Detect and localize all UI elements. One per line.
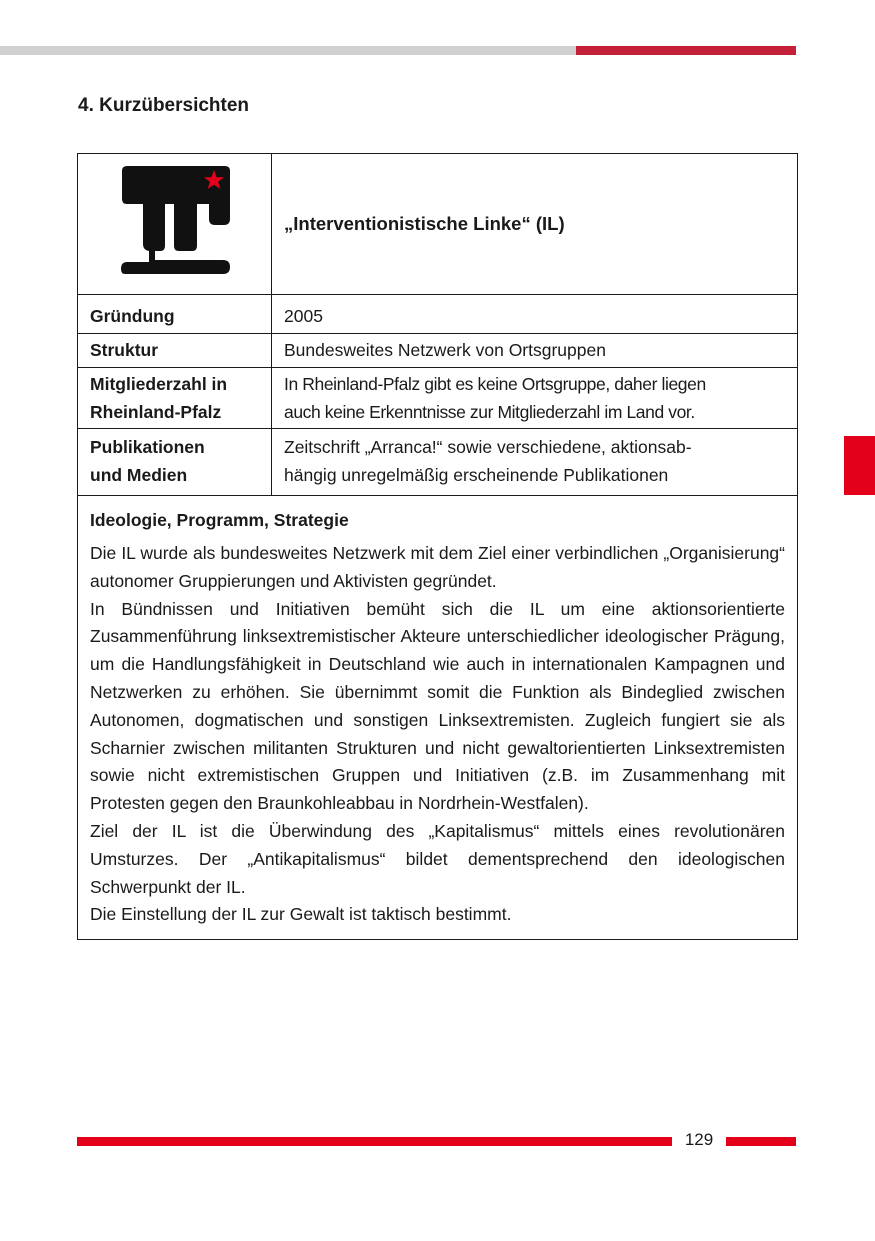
fact-value-publications (272, 429, 798, 496)
header-rule-red (576, 46, 796, 55)
il-logo-icon (119, 164, 231, 276)
fact-label-structure: Struktur (78, 334, 272, 368)
fact-value-structure: Bundesweites Netzwerk von Ortsgruppen (272, 334, 798, 368)
fact-value-members-line-2: auch keine Erkenntnisse zur Mitgliederzahl im Land vor. (284, 402, 695, 422)
header-rule-grey (0, 46, 576, 55)
ideology-paragraph-4: Die Einstellung der IL zur Gewalt ist taktisch bestimmt. (90, 904, 512, 925)
chapter-marker-tab (844, 436, 875, 495)
ideology-heading: Ideologie, Programm, Strategie (90, 510, 349, 530)
page-number: 129 (684, 1130, 714, 1149)
fact-label-members (78, 368, 272, 429)
organization-factsheet (77, 153, 798, 940)
fact-value-publications-line-1: Zeitschrift „Arranca!“ sowie verschiedene, aktionsab- (284, 437, 692, 457)
fact-label-members-line-2: Rheinland-Pfalz (90, 402, 222, 422)
logo-cell (78, 154, 272, 295)
fact-label-publications-line-2: und Medien (90, 465, 188, 485)
ideology-paragraph-1: Die IL wurde als bundesweites Netzwerk mit dem Ziel einer verbindlichen „Organisierung“ autonomer Gruppierungen und Aktivisten gegründet. (90, 543, 785, 591)
fact-label-publications-line-1: Publikationen (90, 437, 205, 457)
fact-value-publications-line-2: hängig unregelmäßig erscheinende Publikationen (284, 465, 669, 485)
footer-rule-right (726, 1137, 796, 1146)
ideology-section (78, 496, 798, 940)
organization-name: „Interventionistische Linke“ (IL) (272, 154, 798, 295)
ideology-paragraph-3: Ziel der IL ist die Überwindung des „Kapitalismus“ mittels eines revolutionären Umsturzes. Der „Antikapitalismus“ bildet dementsprechend den ideologischen Schwerpunkt der IL. (90, 820, 785, 897)
fact-row-publications (78, 429, 798, 496)
footer-rule-left (77, 1137, 672, 1146)
fact-row-members (78, 368, 798, 429)
fact-row-founding (78, 295, 798, 334)
section-title: 4. Kurzübersichten (78, 95, 250, 116)
fact-value-members-line-1: In Rheinland-Pfalz gibt es keine Ortsgruppe, daher liegen (284, 374, 706, 394)
fact-label-members-line-1: Mitgliederzahl in (90, 374, 228, 394)
ideology-paragraph-2: In Bündnissen und Initiativen bemüht sich die IL um eine aktionsorientierte Zusammenführung linksextremistischer Akteure unterschiedlicher ideologischer Prägung, um die Handlungsfähigkeit in Deutschland wie auch in internationalen Kampagnen und Netzwerken zu erhöhen. Sie übernimmt somit die Funktion als Bindeglied zwischen Autonomen, dogmatischen und sonstigen Linksextremisten. Zugleich fungiert sie als Scharnier zwischen militanten Strukturen und nicht gewaltorientierten Linksextremisten sowie nicht extremistischen Gruppen und Initiativen (z.B. im Zusammenhang mit Protesten gegen den Braunkohleabbau in Nordrhein-Westfalen). (90, 598, 785, 814)
factsheet-header-row (78, 154, 798, 295)
fact-row-structure (78, 334, 798, 368)
ideology-row (78, 496, 798, 940)
fact-value-members (272, 368, 798, 429)
fact-label-founding: Gründung (78, 295, 272, 334)
fact-label-publications (78, 429, 272, 496)
fact-value-founding: 2005 (272, 295, 798, 334)
